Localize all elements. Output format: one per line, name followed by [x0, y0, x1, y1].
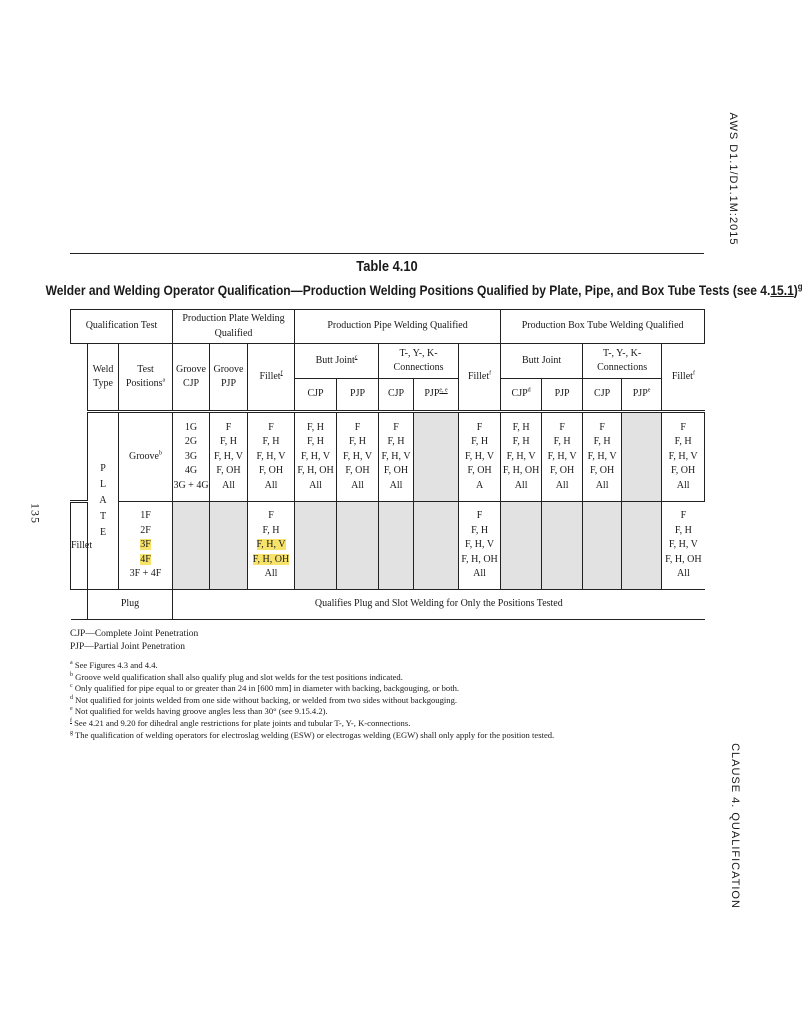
- header-test-positions: Test Positions$^a$: [119, 344, 173, 412]
- header-plate-qualified: Production Plate Welding Qualified: [173, 310, 295, 344]
- groove-pipe-tyk-pjp: F F, H F, H, V F, OH A: [459, 412, 501, 502]
- fillet-pipe-tyk-pjp: [414, 502, 459, 590]
- fillet-positions: 1F 2F 3F 4F 3F + 4F: [119, 502, 173, 590]
- groove-weld-type: Groove$^b$: [119, 412, 173, 502]
- fillet-plate-cjp: [173, 502, 210, 590]
- plug-weld-type: Plug: [88, 590, 173, 620]
- header-pipe-tyk-cjp: CJP: [379, 379, 414, 412]
- groove-box-cjp: F F, H F, H, V F, OH All: [542, 412, 583, 502]
- plate-label: P L A T E: [88, 412, 119, 590]
- fillet-box-pjp: [542, 502, 583, 590]
- standard-code: AWS D1.1/D1.1M:2015: [727, 112, 739, 246]
- header-box-tyk-pjp: PJP$^e$: [622, 379, 662, 412]
- header-groove-cjp: Groove CJP: [173, 344, 210, 412]
- fillet-box-tyk-cjp: [583, 502, 622, 590]
- fillet-plate-pjp: [210, 502, 248, 590]
- fillet-pipe-tyk-cjp: [379, 502, 414, 590]
- fillet-row: [71, 502, 705, 590]
- footnote-b: $^b$ Groove weld qualification shall also qualify plug and slot welds for the test positions indicated.: [70, 671, 403, 682]
- page-number: 135: [28, 503, 43, 524]
- groove-box-pjp: F F, H F, H, V F, OH All: [583, 412, 622, 502]
- header-spacer: [71, 344, 88, 502]
- groove-box-tyk-cjp: [622, 412, 662, 502]
- groove-plate-cjp: F F, H F, H, V F, OH All: [210, 412, 248, 502]
- table-title: Table 4.10: [356, 258, 418, 275]
- table-subtitle: [45, 281, 803, 298]
- header-box-fillet: Fillet$^f$: [662, 344, 705, 412]
- header-pipe-butt-joint: Butt Joint$^c$: [295, 344, 379, 379]
- fillet-pipe-pjp: [337, 502, 379, 590]
- header-weld-type: Weld Type: [88, 344, 119, 412]
- header-pipe-tyk: T-, Y-, K-Connections: [379, 344, 459, 379]
- groove-pipe-tyk-cjp: [414, 412, 459, 502]
- groove-pipe-pjp: F F, H F, H, V F, OH All: [379, 412, 414, 502]
- footnote-c: $^c$ Only qualified for pipe equal to or greater than 24 in [600 mm] in diameter with backing, backgouging, or both.: [70, 683, 460, 694]
- fillet-pipe-cjp: [295, 502, 337, 590]
- header-qualification-test: Qualification Test: [71, 310, 173, 344]
- fillet-box-cjp: [501, 502, 542, 590]
- header-groove-pjp: Groove PJP: [210, 344, 248, 412]
- header-pipe-fillet: Fillet$^f$: [459, 344, 501, 412]
- header-box-butt-joint: Butt Joint: [501, 344, 583, 379]
- abbr-pjp: PJP—Partial Joint Penetration: [70, 642, 186, 652]
- header-box-pjp: PJP: [542, 379, 583, 412]
- footnote-f: $^f$ See 4.21 and 9.20 for dihedral angle restrictions for plate joints and tubular T-, Y-, K-connections.: [70, 717, 411, 728]
- fillet-weld-type: Fillet: [71, 502, 88, 590]
- footnote-g: $^g$ The qualification of welding operators for electroslag welding (ESW) or electrogas welding (EGW) shall only apply for the position tested.: [70, 729, 555, 740]
- header-plate-fillet: Fillet$^f$: [248, 344, 295, 412]
- groove-pipe-cjp: F F, H F, H, V F, OH All: [337, 412, 379, 502]
- groove-plate-pjp: F F, H F, H, V F, OH All: [248, 412, 295, 502]
- table-notes: [70, 628, 710, 741]
- subtitle-ref-link[interactable]: 15.1: [770, 282, 794, 298]
- groove-positions: 1G 2G 3G 4G 3G + 4G: [173, 412, 210, 502]
- plug-text: Qualifies Plug and Slot Welding for Only the Positions Tested: [173, 590, 705, 620]
- footnote-a: $^a$ See Figures 4.3 and 4.4.: [70, 660, 158, 670]
- clause-label: CLAUSE 4. QUALIFICATION: [729, 743, 741, 909]
- subtitle-sup: g: [797, 281, 803, 292]
- subtitle-text: Welder and Welding Operator Qualification—Production Welding Positions Qualified by Plate, Pipe, and Box Tube Tests (see 4.: [45, 282, 771, 298]
- header-box-tyk: T-, Y-, K-Connections: [583, 344, 662, 379]
- fillet-box-tyk-pjp: [622, 502, 662, 590]
- header-row-1: [71, 310, 705, 344]
- header-box-qualified: Production Box Tube Welding Qualified: [501, 310, 705, 344]
- top-rule: [70, 253, 704, 254]
- header-row-2: [71, 344, 705, 379]
- fillet-plate-fillet: F F, H F, H, V F, H, OH All: [248, 502, 295, 590]
- qualification-table: [70, 309, 705, 620]
- groove-pipe-fillet: F, H F, H F, H, V F, H, OH All: [501, 412, 542, 502]
- subtitle-close: ): [793, 282, 798, 298]
- groove-plate-fillet: F, H F, H F, H, V F, H, OH All: [295, 412, 337, 502]
- header-pipe-cjp: CJP: [295, 379, 337, 412]
- header-box-tyk-cjp: CJP: [583, 379, 622, 412]
- plug-spacer: [71, 590, 88, 620]
- groove-row: [71, 412, 705, 502]
- header-pipe-pjp: PJP: [337, 379, 379, 412]
- footnote-e: $^e$ Not qualified for welds having groove angles less than 30° (see 9.15.4.2).: [70, 706, 328, 717]
- fillet-box-fillet: F F, H F, H, V F, H, OH All: [662, 502, 705, 590]
- header-pipe-tyk-pjp: PJP$^{e, e}$: [414, 379, 459, 412]
- footnote-d: $^d$ Not qualified for joints welded from one side without backing, or welded from two sides without backgouging.: [70, 694, 458, 705]
- groove-box-tyk-pjp: F F, H F, H, V F, OH All: [662, 412, 705, 502]
- fillet-pipe-fillet: F F, H F, H, V F, H, OH All: [459, 502, 501, 590]
- header-box-cjp: CJP$^d$: [501, 379, 542, 412]
- abbr-cjp: CJP—Complete Joint Penetration: [70, 629, 199, 639]
- plug-row: [71, 590, 705, 620]
- header-pipe-qualified: Production Pipe Welding Qualified: [295, 310, 501, 344]
